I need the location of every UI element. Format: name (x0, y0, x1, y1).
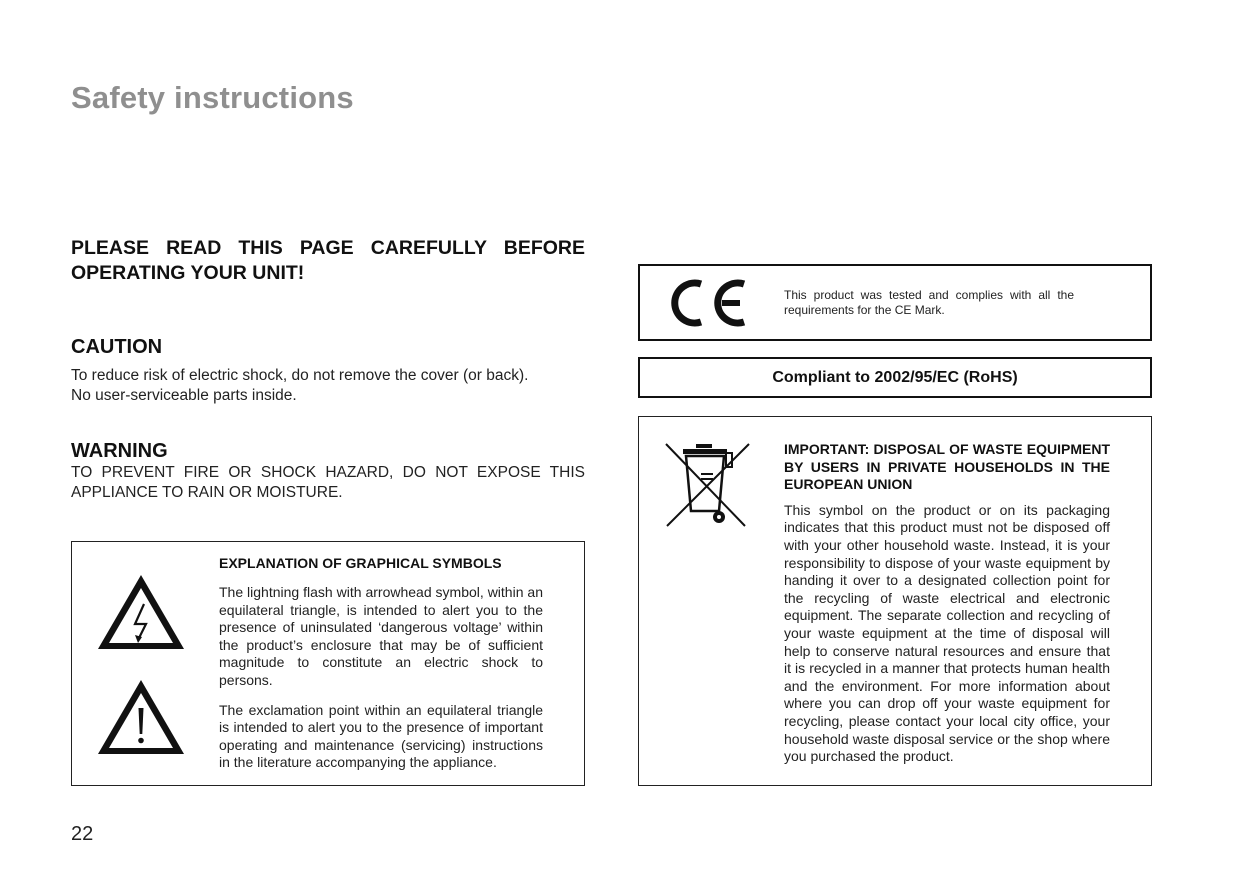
weee-body: This symbol on the product or on its packaging indicates that this product must not be disposed off with your other household waste. Instead, it is your responsibility to dispose of your waste equipment by handing it over to a designated collection point for the recycling of waste electrical and electronic equipment. The separate collection and recycling of your waste equipment at the time of disposal will help to conserve natural resources and ensure that it is recycled in a manner that protects human health and the environment. For more information about where you can drop off your waste equipment for recycling, please contact your local city office, your household waste disposal service or the shop where you purchased the product. (784, 501, 1110, 765)
left-column (71, 236, 585, 501)
ce-mark-icon (668, 277, 748, 329)
exclamation-explanation: The exclamation point within an equilateral triangle is intended to alert you to the presence of important operating and maintenance (servicing) instructions in the literature accompanying the appliance. (219, 701, 543, 771)
symbols-heading: EXPLANATION OF GRAPHICAL SYMBOLS (219, 555, 502, 571)
caution-line: To reduce risk of electric shock, do not remove the cover (or back). (71, 367, 529, 384)
exclamation-warning-icon (96, 678, 186, 758)
page-number: 22 (71, 823, 94, 845)
ce-text: This product was tested and complies with all the requirements for the CE Mark. (784, 288, 1074, 317)
symbols-text (219, 555, 543, 784)
caution-heading: CAUTION (71, 336, 163, 358)
warning-text: TO PREVENT FIRE OR SHOCK HAZARD, DO NOT EXPOSE THIS APPLIANCE TO RAIN OR MOISTURE. (71, 464, 585, 501)
caution-body (71, 366, 528, 406)
page-title: Safety instructions (71, 80, 354, 115)
warning-heading: WARNING (71, 440, 168, 462)
caution-line: No user-serviceable parts inside. (71, 387, 297, 404)
weee-disposal-box (638, 416, 1152, 786)
graphical-symbols-box (71, 541, 585, 786)
lightning-explanation: The lightning flash with arrowhead symbol, within an equilateral triangle, is intended to alert you to the presence of uninsulated ‘dangerous voltage’ within the product’s enclosure that may be of sufficient magnitude to constitute an electric shock to persons. (219, 584, 543, 688)
lead-instruction: PLEASE READ THIS PAGE CAREFULLY BEFORE OPERATING YOUR UNIT! (71, 237, 585, 284)
rohs-text: Compliant to 2002/95/EC (RoHS) (772, 368, 1018, 386)
crossed-out-wheelie-bin-icon (663, 441, 751, 529)
ce-compliance-box (638, 264, 1152, 341)
lightning-warning-icon (96, 573, 186, 653)
rohs-compliance-box (638, 357, 1152, 398)
weee-heading: IMPORTANT: DISPOSAL OF WASTE EQUIPMENT BY USERS IN PRIVATE HOUSEHOLDS IN THE EUROPEAN UNION (784, 441, 1110, 493)
weee-text (784, 441, 1110, 766)
